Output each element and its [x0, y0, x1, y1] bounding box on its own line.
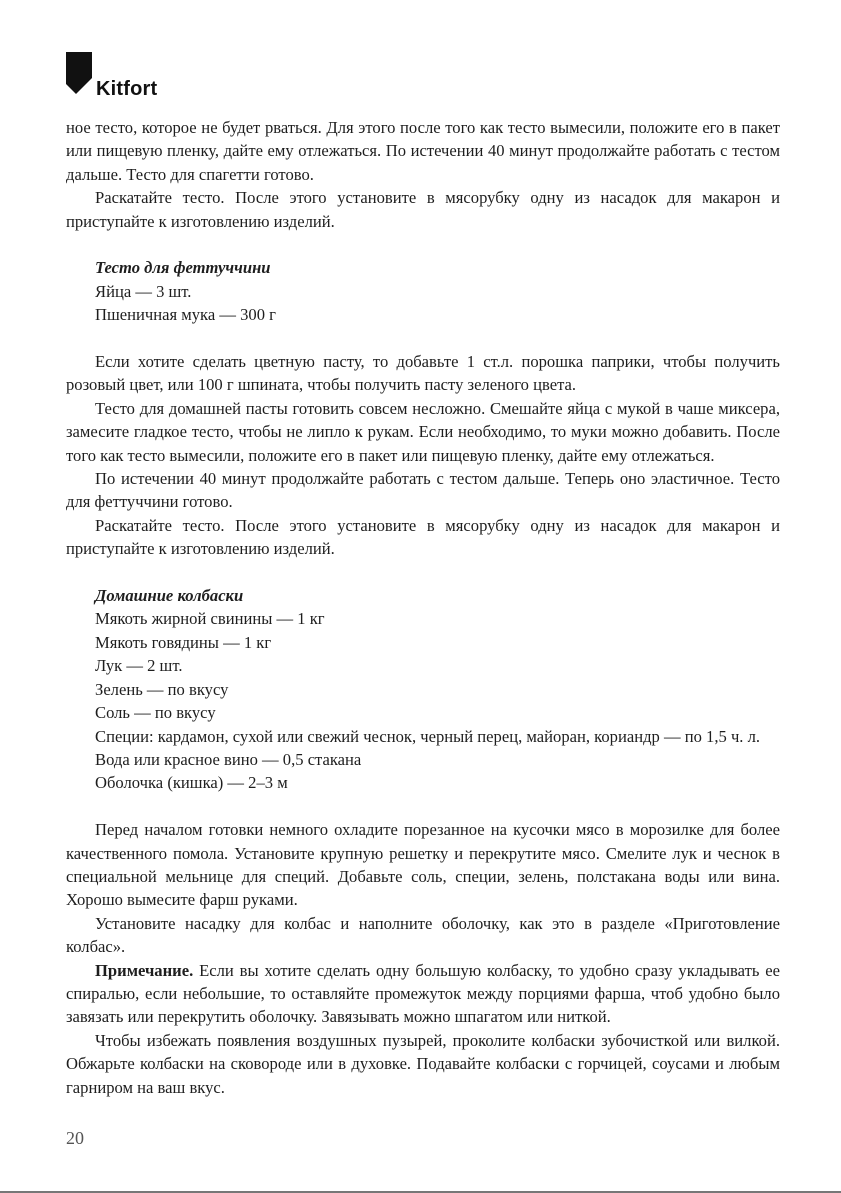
paragraph-cooking: Чтобы избежать появления воздушных пузырей, проколите колбаски зубочисткой или вилкой. Обжарьте колбаски на сковороде или в духовке. Подавайте колбаски с горчицей, соусами и любым гарниром на ваш вкус.: [66, 1030, 780, 1097]
note-label: Примечание.: [95, 960, 194, 980]
ingredient-item: Вода или красное вино — 0,5 стакана: [95, 749, 362, 769]
page-content: [66, 116, 780, 1099]
ingredient-item: Оболочка (кишка) — 2–3 м: [95, 773, 288, 793]
paragraph-homemade-pasta: Тесто для домашней пасты готовить совсем несложно. Смешайте яйца с мукой в чаше миксера, замесите гладкое тесто, чтобы не липло к рукам. Если необходимо, то муки можно добавить. После того как тесто вымесили, положите его в пакет или пищевую пленку, дайте ему отлежаться.: [66, 398, 780, 465]
ingredient-item: Зелень — по вкусу: [95, 679, 229, 699]
paragraph-roll-dough-1: Раскатайте тесто. После этого установите в мясорубку одну из насадок для макарон и приступайте к изготовлению изделий.: [66, 188, 780, 231]
ingredient-item: Лук — 2 шт.: [95, 656, 183, 676]
paragraph-roll-dough-2: Раскатайте тесто. После этого установите в мясорубку одну из насадок для макарон и приступайте к изготовлению изделий.: [66, 515, 780, 559]
ingredient-item: Яйца — 3 шт.: [95, 281, 192, 301]
page-number: 20: [66, 1128, 84, 1148]
ingredient-item: Мякоть жирной свинины — 1 кг: [95, 609, 325, 629]
note-text: Если вы хотите сделать одну большую колбаску, то удобно сразу укладывать ее спиралью, если небольшие, то оставляйте промежуток между порциями фарша, чтоб удобно было завязать или перекрутить оболочку. Завязывать можно шпагатом или ниткой.: [66, 960, 780, 1027]
paragraph-note: [66, 959, 780, 1029]
paragraph-colored-pasta: Если хотите сделать цветную пасту, то добавьте 1 ст.л. порошка паприки, чтобы получить розовый цвет, или 100 г шпината, чтобы получить пасту зеленого цвета.: [66, 352, 780, 395]
brand-name: Kitfort: [96, 78, 158, 100]
paragraph-sausage-nozzle: Установите насадку для колбас и наполните оболочку, как это в разделе «Приготовление колбас».: [66, 913, 780, 957]
recipe-title-fettuccine: Тесто для феттуччини: [95, 258, 271, 278]
kitfort-logo-mark-icon: [66, 52, 96, 96]
recipe-title-sausages: Домашние колбаски: [95, 586, 244, 606]
paragraph-rest-40-min: По истечении 40 минут продолжайте работать с тестом дальше. Теперь оно эластичное. Тесто для феттуччини готово.: [66, 469, 780, 512]
ingredient-item: Соль — по вкусу: [95, 703, 216, 723]
paragraph-prepare-meat: Перед началом готовки немного охладите порезанное на кусочки мясо в морозилке для более качественного помола. Установите крупную решетку и перекрутите мясо. Смелите лук и чеснок в специальной мельнице для специй. Добавьте соль, специи, зелень, полстакана воды или вина. Хорошо вымесите фарш руками.: [66, 820, 780, 910]
ingredient-item-spices: Специи: кардамон, сухой или свежий чеснок, черный перец, майоран, кориандр — по 1,5 ч. л.: [95, 726, 761, 746]
ingredient-item: Пшеничная мука — 300 г: [95, 305, 276, 325]
ingredient-item: Мякоть говядины — 1 кг: [95, 632, 272, 652]
paragraph-spaghetti-end: ное тесто, которое не будет рваться. Для этого после того как тесто вымесили, положите его в пакет или пищевую пленку, дайте ему отлежаться. По истечении 40 минут продолжайте работать с тестом дальше. Тесто для спагетти готово.: [66, 118, 780, 184]
